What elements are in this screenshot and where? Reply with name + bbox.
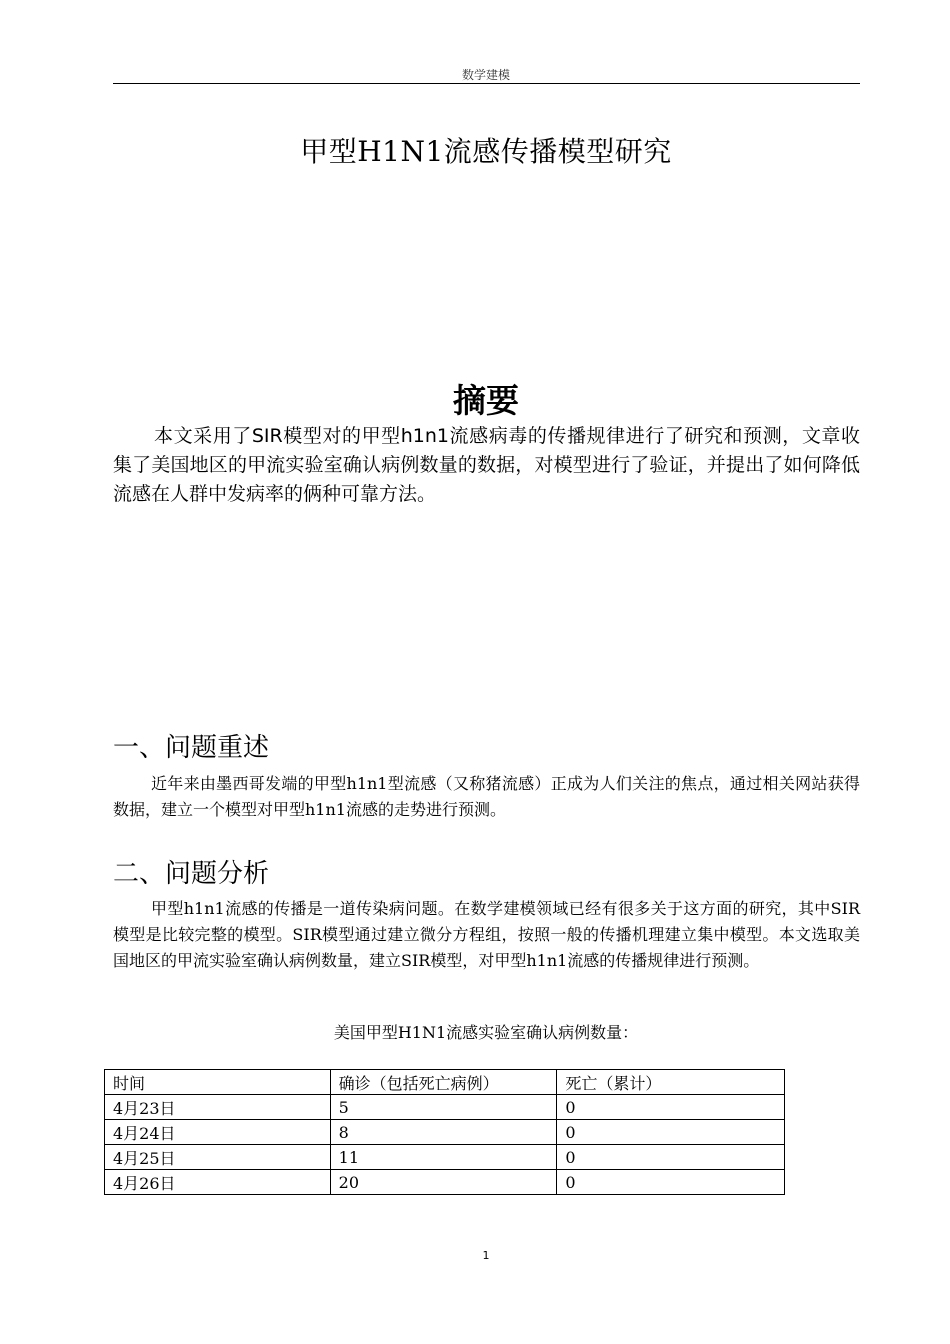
section-paragraph-analysis: 甲型h1n1流感的传播是一道传染病问题。在数学建模领域已经有很多关于这方面的研究，其中SIR模型是比较完整的模型。SIR模型通过建立微分方程组，按照一般的传播机理建立集中模型。本文选取美国地区的甲流实验室确认病例数量，建立SIR模型，对甲型h1n1流感的传播规律进行预测。 [113,899,860,970]
table-caption: 美国甲型H1N1流感实验室确认病例数量： [333,1023,639,1042]
abstract-body: 本文采用了SIR模型对的甲型h1n1流感病毒的传播规律进行了研究和预测，文章收集了美国地区的甲流实验室确认病例数量的数据，对模型进行了验证，并提出了如何降低流感在人群中发病率的俩种可靠方法。 [113,425,860,505]
table-cell-confirmed: 11 [330,1145,557,1170]
column-header-confirmed: 确诊（包括死亡病例） [330,1070,557,1095]
table-header-row [105,1070,785,1095]
header-rule [113,83,860,84]
page-number: 1 [482,1249,490,1262]
column-header-date: 时间 [105,1070,331,1095]
section-heading-analysis: 二、问题分析 [113,859,270,889]
section-heading-restatement: 一、问题重述 [113,733,270,763]
table-cell-date: 4月26日 [105,1170,331,1195]
section-paragraph-restatement: 近年来由墨西哥发端的甲型h1n1型流感（又称猪流感）正成为人们关注的焦点，通过相关网站获得数据，建立一个模型对甲型h1n1流感的走势进行预测。 [113,774,860,819]
column-header-deaths: 死亡（累计） [557,1070,785,1095]
table-cell-deaths: 0 [557,1120,785,1145]
table-row [105,1095,785,1120]
table-row [105,1145,785,1170]
table-cell-date: 4月24日 [105,1120,331,1145]
running-header: 数学建模 [461,68,510,82]
table-row [105,1120,785,1145]
abstract-heading: 摘要 [453,381,519,420]
table-cell-deaths: 0 [557,1170,785,1195]
table-cell-confirmed: 8 [330,1120,557,1145]
document-title: 甲型H1N1流感传播模型研究 [300,135,672,168]
table-cell-confirmed: 5 [330,1095,557,1120]
table-cell-deaths: 0 [557,1145,785,1170]
table-cell-date: 4月25日 [105,1145,331,1170]
table-cell-deaths: 0 [557,1095,785,1120]
table-cell-confirmed: 20 [330,1170,557,1195]
cases-table [104,1069,785,1195]
table-row [105,1170,785,1195]
table-cell-date: 4月23日 [105,1095,331,1120]
